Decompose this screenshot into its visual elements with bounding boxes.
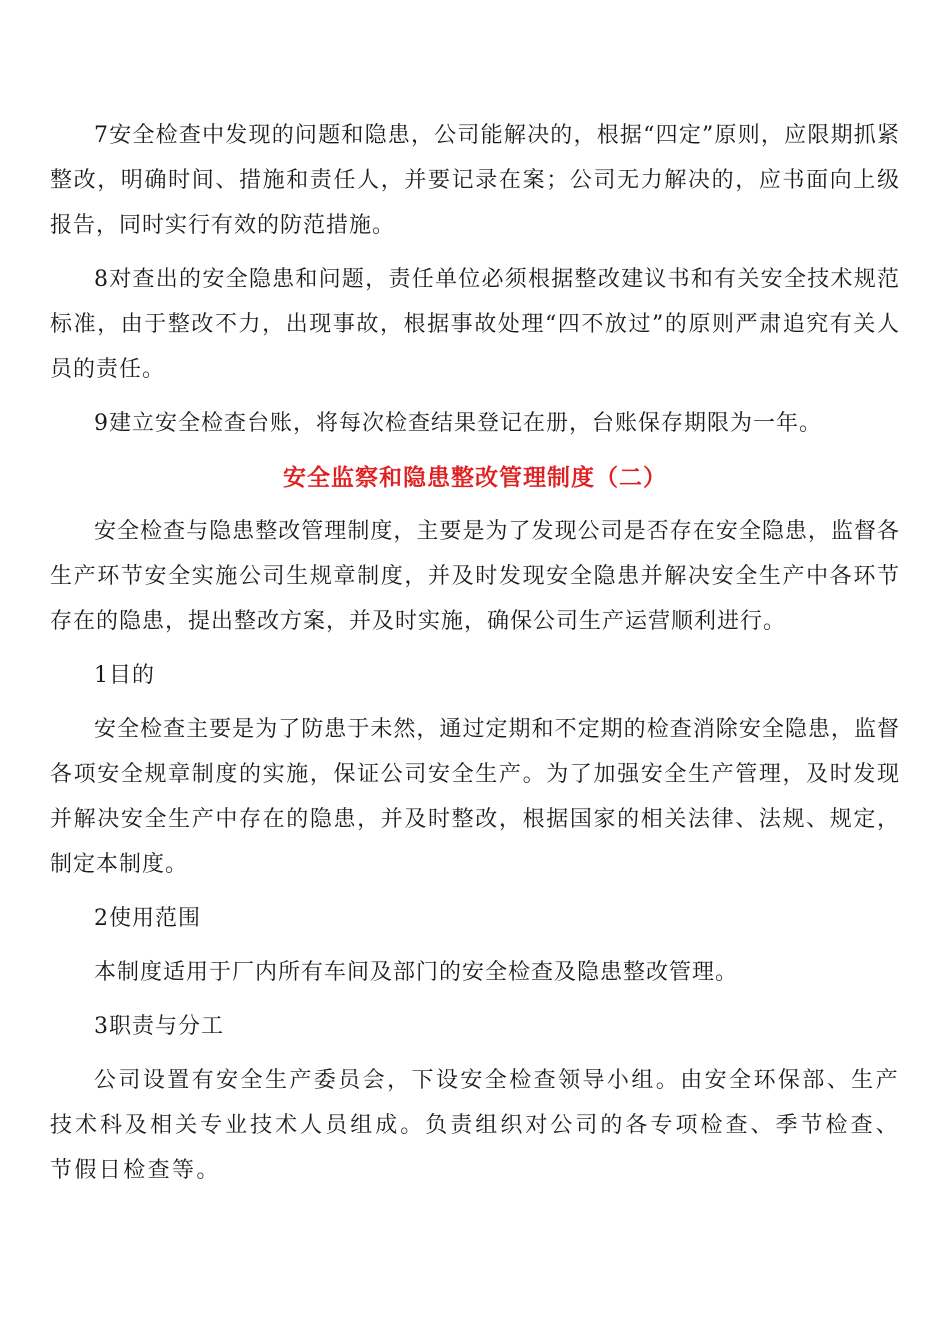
paragraph-item-9: 9建立安全检查台账，将每次检查结果登记在册，台账保存期限为一年。: [94, 411, 822, 436]
paragraph-item-8: 8对查出的安全隐患和问题，责任单位必须根据整改建议书和有关安全技术规范标准，由于整改不力，出现事故，根据事故处理“四不放过”的原则严肃追究有关人员的责任。: [50, 267, 900, 382]
section-heading-responsibilities: 3职责与分工: [94, 1014, 224, 1039]
paragraph-item-7: 7安全检查中发现的问题和隐患，公司能解决的，根据“四定”原则，应限期抓紧整改，明确时间、措施和责任人，并要记录在案；公司无力解决的，应书面向上级报告，同时实行有效的防范措施。: [50, 123, 900, 238]
document-body: [50, 113, 900, 1202]
section-heading-purpose: 1目的: [94, 663, 155, 688]
section-body-scope: 本制度适用于厂内所有车间及部门的安全检查及隐患整改管理。: [94, 960, 739, 985]
section-title: 安全监察和隐患整改管理制度（二）: [283, 464, 667, 491]
section-body-purpose: 安全检查主要是为了防患于未然，通过定期和不定期的检查消除安全隐患，监督各项安全规章制度的实施，保证公司安全生产。为了加强安全生产管理，及时发现并解决安全生产中存在的隐患，并及时整改，根据国家的相关法律、法规、规定，制定本制度。: [50, 717, 900, 877]
section-body-responsibilities: 公司设置有安全生产委员会，下设安全检查领导小组。由安全环保部、生产技术科及相关专业技术人员组成。负责组织对公司的各专项检查、季节检查、节假日检查等。: [50, 1068, 900, 1183]
intro-paragraph: 安全检查与隐患整改管理制度，主要是为了发现公司是否存在安全隐患，监督各生产环节安全实施公司生规章制度，并及时发现安全隐患并解决安全生产中各环节存在的隐患，提出整改方案，并及时实施，确保公司生产运营顺利进行。: [50, 519, 900, 634]
section-heading-scope: 2使用范围: [94, 906, 201, 931]
